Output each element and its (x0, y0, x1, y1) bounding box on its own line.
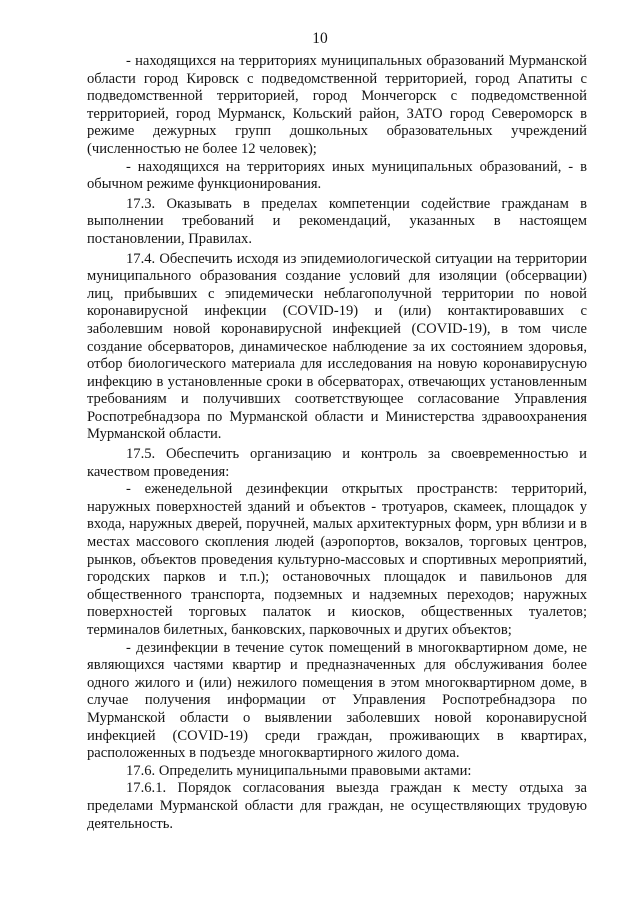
paragraph-kindergartens-duty-groups: - находящихся на территориях муниципальных образований Мурманской области город Кировск с подведомственной территорией, город Апатиты с подведомственной территорией, город Мончегорск с подведомственной территорией, город Мурманск, Кольский район, ЗАТО город Североморск в режиме дежурных групп дошкольных образовательных учреждений (численностью не более 12 человек); (87, 53, 587, 157)
paragraph-17-3: 17.3. Оказывать в пределах компетенции содействие гражданам в выполнении требований и рекомендаций, указанных в настоящем постановлении, Правилах. (87, 195, 587, 247)
document-body (87, 53, 587, 833)
paragraph-17-6: 17.6. Определить муниципальными правовыми актами: (126, 762, 472, 779)
page-number: 10 (312, 30, 328, 47)
paragraph-daily-disinfection: - дезинфекции в течение суток помещений в многоквартирном доме, не являющихся частями квартир и предназначенных для обслуживания более одного жилого и (или) нежилого помещения в этом многоквартирном доме, в случае получения информации от Управления Роспотребнадзора по Мурманской области о выявлении заболевших новой коронавирусной инфекцией (COVID-19) среди граждан, проживающих в квартирах, расположенных в подъезде многоквартирного жилого дома. (87, 639, 587, 762)
paragraph-17-6-1: 17.6.1. Порядок согласования выезда граждан к месту отдыха за пределами Мурманской области для граждан, не осуществляющих трудовую деятельность. (87, 780, 587, 832)
paragraph-17-4: 17.4. Обеспечить исходя из эпидемиологической ситуации на территории муниципального образования создание условий для изоляции (обсервации) лиц, прибывших с эпидемически неблагополучной территории по новой коронавирусной инфекции (COVID-19) и (или) контактировавших с заболевшим новой коронавирусной инфекцией (COVID-19), в том числе создание обсерваторов, динамическое наблюдение за их состоянием здоровья, отбор биологического материала для исследования на новую коронавирусную инфекцию в установленные сроки в обсерваторах, отвечающих установленным требованиям и получивших соответствующее согласование Управления Роспотребнадзора по Мурманской области и Министерства здравоохранения Мурманской области. (87, 250, 587, 443)
paragraph-17-5: 17.5. Обеспечить организацию и контроль за своевременностью и качеством проведения: (87, 446, 587, 480)
paragraph-kindergartens-normal-mode: - находящихся на территориях иных муниципальных образований, - в обычном режиме функционирования. (87, 158, 587, 193)
paragraph-weekly-disinfection: - еженедельной дезинфекции открытых пространств: территорий, наружных поверхностей зданий и объектов - тротуаров, скамеек, площадок у входа, наружных дверей, поручней, малых архитектурных форм, урн вблизи и в местах массового скопления людей (аэропортов, вокзалов, торговых центров, рынков, объектов проведения культурно-массовых и спортивных мероприятий, городских парков и т.п.); остановочных площадок и павильонов для общественного транспорта, подземных и надземных переходов; наружных поверхностей торговых палаток и киосков, общественных туалетов; терминалов билетных, банковских, парковочных и других объектов; (87, 481, 587, 638)
